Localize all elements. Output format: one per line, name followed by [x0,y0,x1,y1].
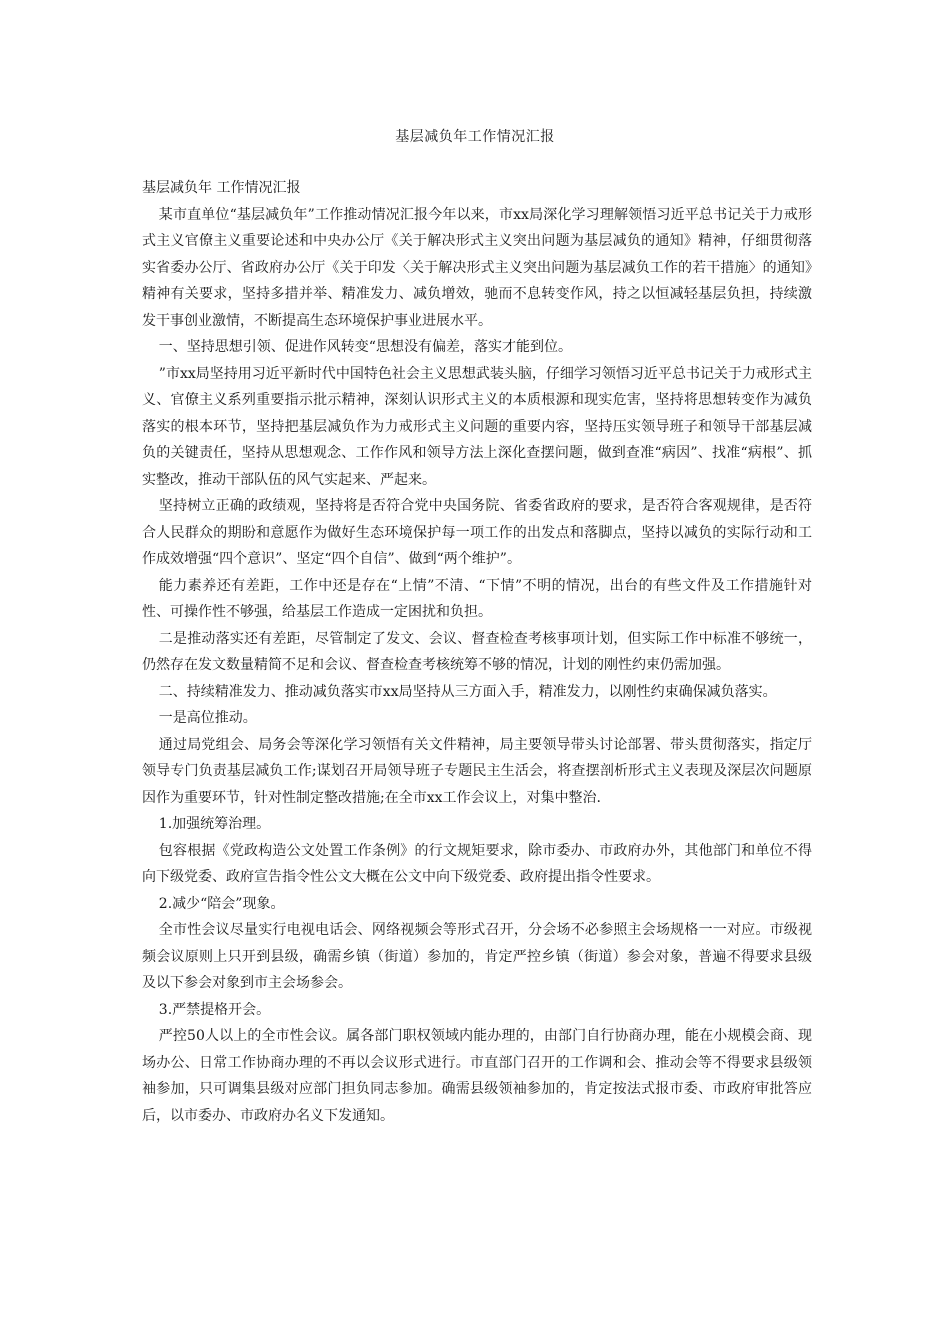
paragraph: 通过局党组会、局务会等深化学习领悟有关文件精神，局主要领导带头讨论部署、带头贯彻落实，指定厅领导专门负责基层减负工作;谋划召开局领导班子专题民主生活会，将查摆剖析形式主义表现及深层次问题原因作为重要环节，针对性制定整改措施;在全市xx工作会议上，对集中整治. [142,736,812,806]
paragraph: 包容根据《党政构造公文处置工作条例》的行文规矩要求，除市委办、市政府办外，其他部门和单位不得向下级党委、政府宣告指令性公文大概在公文中向下级党委、政府提出指令性要求。 [142,842,812,885]
document-title: 基层减负年工作情况汇报 [395,129,555,145]
document-subtitle: 基层减负年 工作情况汇报 [142,180,301,196]
section-heading: 一、坚持思想引领、促进作风转变“思想没有偏差，落实才能到位。 [158,339,572,355]
list-heading: 3.严禁提格开会。 [158,1001,271,1018]
paragraph: ”市xx局坚持用习近平新时代中国特色社会主义思想武装头脑，仔细学习领悟习近平总书记关于力戒形式主义、官僚主义系列重要指示批示精神，深刻认识形式主义的本质根源和现实危害，坚持将思想转变作为减负落实的根本环节，坚持把基层减负作为力戒形式主义问题的重要内容，坚持压实领导班子和领导干部基层减负的关键责任，坚持从思想观念、工作作风和领导方法上深化查摆问题，做到查准“病因”、找准“病根”、抓实整改，推动干部队伍的风气实起来、严起来。 [142,365,812,488]
paragraph: 一是高位推动。 [158,710,257,726]
list-heading: 1.加强统筹治理。 [158,816,271,832]
document-body [142,175,812,1129]
paragraph: 二是推动落实还有差距，尽管制定了发文、会议、督查检查考核事项计划，但实际工作中标准不够统一，仍然存在发文数量精简不足和会议、督查检查考核统筹不够的情况，计划的刚性约束仍需加强。 [142,630,812,673]
paragraph: 某市直单位“基层减负年”工作推动情况汇报今年以来，市xx局深化学习理解领悟习近平总书记关于力戒形式主义官僚主义重要论述和中央办公厅《关于解决形式主义突出问题为基层减负的通知》精神，仔细贯彻落实省委办公厅、省政府办公厅《关于印发〈关于解决形式主义突出问题为基层减负工作的若干措施〉的通知》精神有关要求，坚持多措并举、精准发力、减负增效，驰而不息转变作风，持之以恒减轻基层负担，持续激发干事创业激情，不断提高生态环境保护事业进展水平。 [142,206,812,329]
paragraph: 坚持树立正确的政绩观，坚持将是否符合党中央国务院、省委省政府的要求，是否符合客观规律，是否符合人民群众的期盼和意愿作为做好生态环境保护每一项工作的出发点和落脚点，坚持以减负的实际行动和工作成效增强“四个意识”、坚定“四个自信”、做到“两个维护”。 [142,498,812,567]
paragraph: 严控50人以上的全市性会议。属各部门职权领域内能办理的，由部门自行协商办理，能在小规模会商、现场办公、日常工作协商办理的不再以会议形式进行。市直部门召开的工作调和会、推动会等不得要求县级领袖参加，只可调集县级对应部门担负同志参加。确需县级领袖参加的，肯定按法式报市委、市政府审批答应后，以市委办、市政府办名义下发通知。 [142,1028,812,1124]
list-heading: 2.减少“陪会”现象。 [158,895,285,912]
paragraph: 全市性会议尽量实行电视电话会、网络视频会等形式召开，分会场不必参照主会场规格一一对应。市级视频会议原则上只开到县级，确需乡镇（街道）参加的，肯定严控乡镇（街道）参会对象，普遍不得要求县级及以下参会对象到市主会场参会。 [142,922,812,991]
section-heading: 二、持续精准发力、推动减负落实市xx局坚持从三方面入手，精准发力，以刚性约束确保减负落实。 [158,683,777,700]
paragraph: 能力素养还有差距，工作中还是存在“上情”不清、“下情”不明的情况，出台的有些文件及工作措施针对性、可操作性不够强，给基层工作造成一定困扰和负担。 [142,577,812,620]
